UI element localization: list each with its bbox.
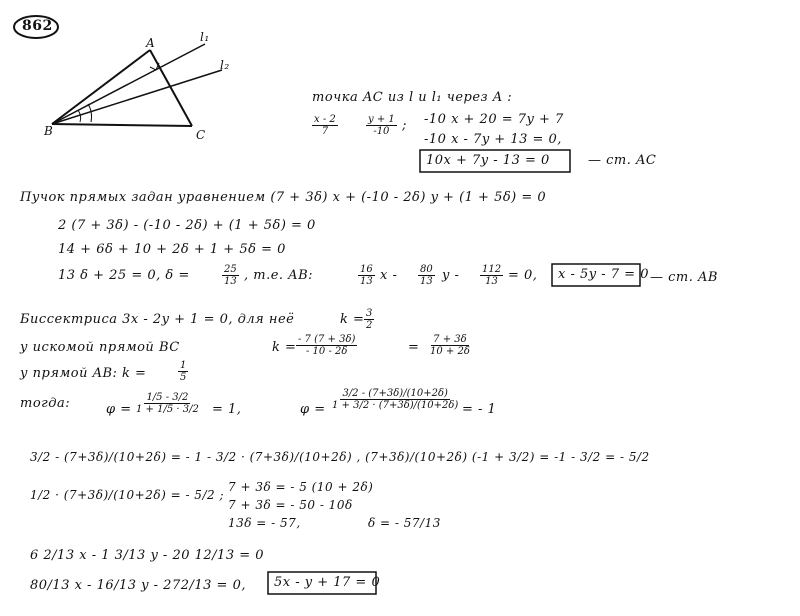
block1-result-label: — ст. AC xyxy=(588,153,657,168)
block3-phi1: φ = xyxy=(106,402,132,417)
block2-frac3 xyxy=(418,264,435,287)
block2-frac4-den: 13 xyxy=(485,276,498,287)
block2-frac1 xyxy=(222,264,239,287)
block3-k1-frac xyxy=(364,308,374,331)
point-c-label: C xyxy=(196,128,206,142)
block3-k2-eq: = xyxy=(408,340,420,355)
block1-boxed: 10x + 7y - 13 = 0 xyxy=(426,153,550,168)
block3-phi2-frac xyxy=(330,388,460,411)
block2-line4d: y - xyxy=(442,268,460,283)
block2-frac2 xyxy=(358,264,375,287)
block3-k1-den: 2 xyxy=(366,320,373,331)
block1-line1: точка AC из l и l₁ через A : xyxy=(312,90,513,105)
block3-phi2-num: 3/2 - (7+3δ)/(10+2δ) xyxy=(342,388,448,399)
block1-frac-right-num: y + 1 xyxy=(368,114,395,125)
block2-boxed: x - 5y - 7 = 0 xyxy=(558,267,649,282)
block3-k3-frac xyxy=(178,360,188,383)
block2-frac3-num: 80 xyxy=(420,264,433,275)
problem-number: 862 xyxy=(22,18,53,34)
block2-line4b: , т.е. AB: xyxy=(244,268,314,283)
segment-bc xyxy=(52,124,192,126)
block3-k2b-frac xyxy=(428,334,472,357)
block3-k2-frac xyxy=(296,334,357,357)
block3-k2: k = xyxy=(272,340,297,355)
block3-k2-num: - 7 (7 + 3δ) xyxy=(298,334,356,345)
block3-k3-den: 5 xyxy=(180,372,187,383)
block2-line2: 2 (7 + 3δ) - (-10 - 2δ) + (1 + 5δ) = 0 xyxy=(58,218,316,233)
block2-frac1-num: 25 xyxy=(224,264,237,275)
block3-phi1-frac xyxy=(134,392,201,415)
line-l1-label: l₁ xyxy=(200,30,210,44)
block2-line4e: = 0, xyxy=(508,268,538,283)
line-l2 xyxy=(52,70,222,124)
block3-phi2-den: 1 + 3/2 · (7+3δ)/(10+2δ) xyxy=(332,400,459,411)
block3-k2b-den: 10 + 2δ xyxy=(430,346,470,357)
point-b-label: B xyxy=(44,124,54,138)
block2-line3: 14 + 6δ + 10 + 2δ + 1 + 5δ = 0 xyxy=(58,242,286,257)
block1-frac-right-den: -10 xyxy=(373,126,390,137)
block2-frac1-den: 13 xyxy=(224,276,237,287)
block3-k1: k = xyxy=(340,312,365,327)
block3-line4: тогда: xyxy=(20,396,71,411)
block4-line4b: δ = - 57/13 xyxy=(368,516,441,530)
block3-k2b-num: 7 + 3δ xyxy=(433,334,467,345)
block2-frac4-num: 112 xyxy=(482,264,502,275)
segment-ab xyxy=(52,50,150,124)
block3-line3: у прямой AB: k = xyxy=(20,366,147,381)
block1-frac-right xyxy=(366,114,397,137)
block5-line1: 6 2/13 x - 1 3/13 y - 20 12/13 = 0 xyxy=(30,548,265,563)
block2-frac4 xyxy=(480,264,503,287)
block1-frac-left-den: 7 xyxy=(321,126,329,137)
block3-phi1-result: = 1, xyxy=(212,402,242,417)
block5-boxed: 5x - y + 17 = 0 xyxy=(274,575,381,590)
block4-line3: 7 + 3δ = - 50 - 10δ xyxy=(228,498,353,512)
block4-line1: 3/2 - (7+3δ)/(10+2δ) = - 1 - 3/2 · (7+3δ)/(10+2δ) , (7+3δ)/(10+2δ) (-1 + 3/2) = -1 - 3/2 = - 5/2 xyxy=(30,450,650,464)
block2-line4c: x - xyxy=(380,268,398,283)
block3-k1-num: 3 xyxy=(366,308,373,319)
block4-line4a: 13δ = - 57, xyxy=(228,516,301,530)
block3-phi2-result: = - 1 xyxy=(462,402,497,417)
block3-phi1-den: 1 + 1/5 · 3/2 xyxy=(136,404,199,415)
block2-result-label: — ст. AB xyxy=(650,270,718,285)
block1-frac-left-num: x - 2 xyxy=(314,114,336,125)
block1-eq1: -10 x + 20 = 7y + 7 xyxy=(424,112,564,127)
block3-line2: у искомой прямой BC xyxy=(20,340,180,355)
block5-line2: 80/13 x - 16/13 y - 272/13 = 0, xyxy=(30,578,246,593)
block3-phi2: φ = xyxy=(300,402,326,417)
block2-line4a: 13 δ + 25 = 0, δ = xyxy=(58,268,190,283)
block1-eq2: -10 x - 7y + 13 = 0, xyxy=(424,132,562,147)
block2-frac3-den: 13 xyxy=(420,276,433,287)
block3-k3-num: 1 xyxy=(180,360,187,371)
block4-line2a: 1/2 · (7+3δ)/(10+2δ) = - 5/2 ; xyxy=(30,488,224,502)
block1-frac-left xyxy=(312,114,338,137)
block4-line2b: 7 + 3δ = - 5 (10 + 2δ) xyxy=(228,480,374,494)
block2-frac2-den: 13 xyxy=(360,276,373,287)
block2-frac2-num: 16 xyxy=(360,264,373,275)
point-a-label: A xyxy=(146,36,156,50)
block1-semicolon: ; xyxy=(402,118,407,133)
block3-line1: Биссектриса 3x - 2y + 1 = 0, для неё xyxy=(20,312,295,327)
block3-phi1-num: 1/5 - 3/2 xyxy=(146,392,189,403)
line-l2-label: l₂ xyxy=(220,58,230,72)
block2-line1: Пучок прямых задан уравнением (7 + 3δ) x + (-10 - 2δ) y + (1 + 5δ) = 0 xyxy=(20,190,547,205)
block3-k2-den: - 10 - 2δ xyxy=(305,346,348,357)
line-l1 xyxy=(52,44,205,124)
